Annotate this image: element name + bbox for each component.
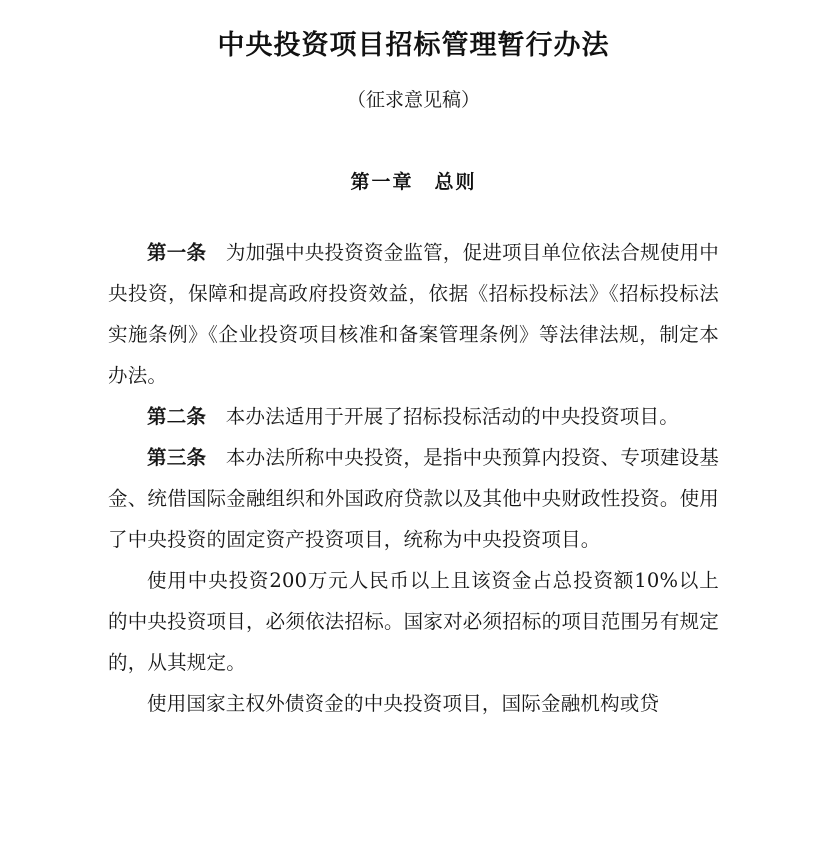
paragraph [108,232,719,396]
paragraph-text: 为加强中央投资资金监管，促进项目单位依法合规使用中央投资，保障和提高政府投资效益，依据《招标投标法》《招标投标法实施条例》《企业投资项目核准和备案管理条例》等法律法规，制定本办法。 [108,241,720,387]
paragraph-text: 使用中央投资200万元人民币以上且该资金占总投资额10%以上的中央投资项目，必须依法招标。国家对必须招标的项目范围另有规定的，从其规定。 [108,569,719,674]
paragraph [108,683,719,724]
chapter-heading: 第一章 总则 [350,171,477,193]
paragraph-text: 本办法适用于开展了招标投标活动的中央投资项目。 [206,405,679,428]
paragraph-lead: 第一条 [147,241,207,264]
paragraph [108,560,719,683]
document-subtitle: （征求意见稿） [346,89,480,111]
paragraph-text: 使用国家主权外债资金的中央投资项目，国际金融机构或贷 [147,692,660,715]
paragraph-lead: 第三条 [147,446,207,469]
paragraph [108,437,719,560]
page-title: 中央投资项目招标管理暂行办法 [217,30,610,61]
paragraph-lead: 第二条 [147,405,207,428]
paragraph-text: 本办法所称中央投资，是指中央预算内投资、专项建设基金、统借国际金融组织和外国政府贷款以及其他中央财政性投资。使用了中央投资的固定资产投资项目，统称为中央投资项目。 [108,446,720,551]
paragraph [108,396,719,437]
document-body [108,232,719,724]
